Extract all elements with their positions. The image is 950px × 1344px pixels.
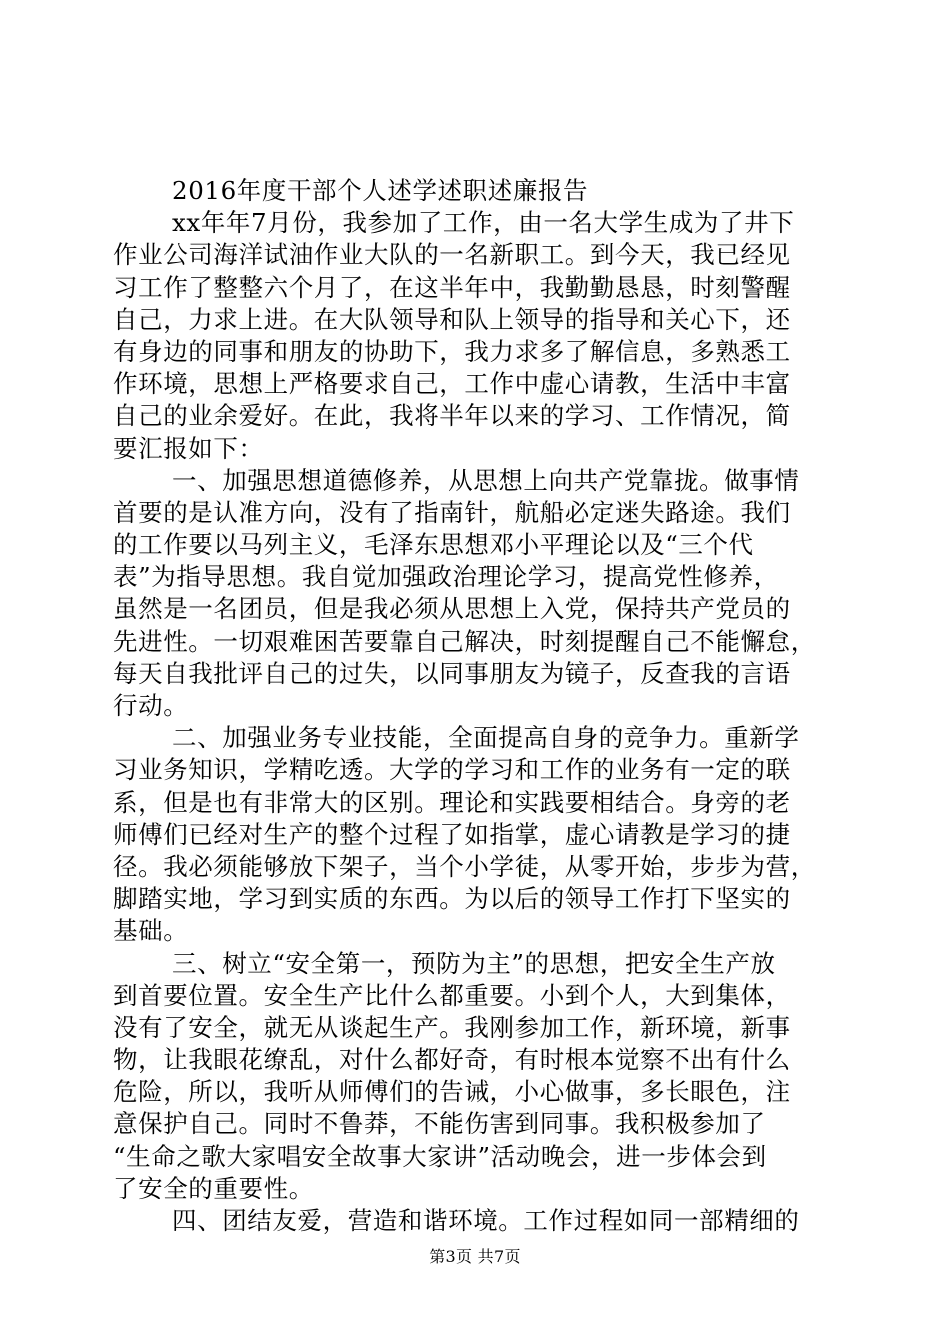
section-heading-line: 三、树立“安全第一，预防为主”的思想，把安全生产放 xyxy=(172,948,776,978)
paragraph-line: 基础。 xyxy=(113,916,189,946)
paragraph-line: 了安全的重要性。 xyxy=(113,1173,314,1203)
paragraph-line: 作环境，思想上严格要求自己，工作中虚心请教，生活中丰富 xyxy=(113,369,791,399)
document-title: 2016年度干部个人述学述职述廉报告 xyxy=(172,176,589,205)
paragraph-line: 的工作要以马列主义，毛泽东思想邓小平理论以及“三个代 xyxy=(113,530,754,560)
paragraph-line: 行动。 xyxy=(113,691,189,720)
document-body xyxy=(113,175,843,1237)
section-heading-line: 二、加强业务专业技能，全面提高自身的竞争力。重新学 xyxy=(172,723,800,753)
paragraph-line: 要汇报如下： xyxy=(113,433,264,463)
paragraph-line: 意保护自己。同时不鲁莽，不能伤害到同事。我积极参加了 xyxy=(113,1109,766,1139)
section-heading-line: 四、团结友爱，营造和谐环境。工作过程如同一部精细的 xyxy=(172,1206,800,1235)
paragraph-line: 有身边的同事和朋友的协助下，我力求多了解信息，多熟悉工 xyxy=(113,336,791,366)
page-number-footer: 第3页 共7页 xyxy=(429,1247,521,1266)
paragraph-line: 先进性。一切艰难困苦要靠自己解决，时刻提醒自己不能懈怠， xyxy=(113,626,816,656)
paragraph-line: xx年年7月份，我参加了工作，由一名大学生成为了井下 xyxy=(172,208,795,238)
paragraph-line: 习业务知识，学精吃透。大学的学习和工作的业务有一定的联 xyxy=(113,755,791,785)
paragraph-line: “生命之歌大家唱安全故事大家讲”活动晚会，进一步体会到 xyxy=(113,1141,767,1171)
section-heading-line: 一、加强思想道德修养，从思想上向共产党靠拢。做事情 xyxy=(172,465,800,495)
paragraph-line: 危险，所以，我听从师傅们的告诫，小心做事，多长眼色，注 xyxy=(113,1077,791,1107)
paragraph-line: 系，但是也有非常大的区别。理论和实践要相结合。身旁的老 xyxy=(113,787,791,817)
paragraph-line: 没有了安全，就无从谈起生产。我刚参加工作，新环境，新事 xyxy=(113,1012,791,1042)
paragraph-line: 首要的是认准方向，没有了指南针，航船必定迷失路途。我们 xyxy=(113,497,791,527)
paragraph-line: 每天自我批评自己的过失，以同事朋友为镜子，反查我的言语 xyxy=(113,658,791,688)
paragraph-line: 自己的业余爱好。在此，我将半年以来的学习、工作情况，简 xyxy=(113,401,791,431)
paragraph-line: 虽然是一名团员，但是我必须从思想上入党，保持共产党员的 xyxy=(113,594,791,624)
paragraph-line: 表”为指导思想。我自觉加强政治理论学习，提高党性修养， xyxy=(113,562,779,592)
paragraph-line: 习工作了整整六个月了，在这半年中，我勤勤恳恳，时刻警醒 xyxy=(113,272,791,302)
paragraph-line: 脚踏实地，学习到实质的东西。为以后的领导工作打下坚实的 xyxy=(113,884,791,914)
paragraph-line: 物，让我眼花缭乱，对什么都好奇，有时根本觉察不出有什么 xyxy=(113,1045,791,1075)
paragraph-line: 自己，力求上进。在大队领导和队上领导的指导和关心下，还 xyxy=(113,304,791,334)
paragraph-line: 师傅们已经对生产的整个过程了如指掌，虚心请教是学习的捷 xyxy=(113,819,791,849)
paragraph-line: 到首要位置。安全生产比什么都重要。小到个人，大到集体， xyxy=(113,980,791,1010)
paragraph-line: 径。我必须能够放下架子，当个小学徒，从零开始，步步为营， xyxy=(113,851,816,881)
paragraph-line: 作业公司海洋试油作业大队的一名新职工。到今天，我已经见 xyxy=(113,240,791,270)
